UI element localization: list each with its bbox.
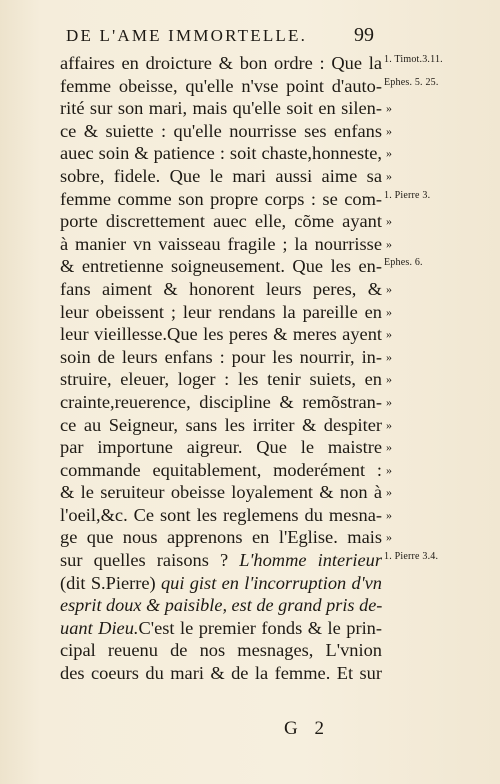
text-segment: femme comme son propre corps : se com- [60,188,382,209]
margin-row [384,594,494,617]
text-line [60,52,382,75]
text-line [60,75,382,98]
body-text [60,52,382,685]
margin-row [384,346,494,369]
margin-row [384,188,494,211]
margin-row [384,617,494,640]
text-line [60,188,382,211]
text-segment: l'oeil,&c. Ce sont les reglemens du mesna- [60,504,382,525]
text-segment: des coeurs du mari & de la femme. Et sur [60,663,382,684]
quotation-mark: » [386,281,392,296]
text-line [60,255,382,278]
quotation-mark: » [386,236,392,251]
text-segment: soin de leurs enfans : pour les nourrir, in- [60,346,382,367]
text-segment: porte discrettement auec elle, cõme ayant [60,211,382,232]
quotation-mark: » [386,327,392,342]
margin-row [384,436,494,459]
margin-row [384,278,494,301]
quotation-mark: » [386,530,392,545]
text-segment: crainte,reuerence, discipline & remõstran- [60,391,382,412]
text-segment: ce au Seigneur, sans les irriter & despiter [60,414,382,435]
text-line [60,323,382,346]
text-segment: ge que nous apprenons en l'Eglise. mais [60,527,382,548]
running-header [66,26,382,50]
page-number: 99 [354,24,374,46]
scripture-reference: 1. Timot.3.11. [384,54,443,65]
text-segment: affaires en droicture & bon ordre : Que la [60,53,382,73]
scripture-reference: 1. Pierre 3.4. [384,551,439,563]
text-segment: par importune aigreur. Que le maistre [60,437,382,458]
scripture-reference: Ephes. 5. 25. [384,76,439,88]
margin-row [384,368,494,391]
quotation-mark: » [386,146,392,161]
quotation-mark: » [386,507,392,522]
text-line [60,346,382,369]
text-segment: & entretienne soigneusement. Que les en- [60,256,382,277]
quotation-mark: » [386,485,392,500]
text-segment: C'est le premier fonds & le prin- [138,617,382,638]
scripture-reference: Ephes. 6. [384,257,423,269]
text-line [60,549,382,572]
margin-row [384,459,494,482]
text-line [60,481,382,504]
quotation-mark: » [386,123,392,138]
text-line [60,662,382,685]
italic-text: uant Dieu. [60,617,139,638]
text-line [60,594,382,617]
margin-row [384,323,494,346]
text-line [60,278,382,301]
margin-row [384,414,494,437]
text-line [60,572,382,595]
text-segment: leur obeissent ; leur rendans la pareille en [60,301,382,322]
text-segment: ce & suiette : qu'elle nourrisse ses enfans [60,120,382,141]
text-segment: fans aiment & honorent leurs peres, & [60,278,382,299]
text-segment: cipal reuenu de nos mesnages, L'vnion [60,640,382,661]
text-segment: à manier vn vaisseau fragile ; la nourrisse [60,233,382,254]
text-segment: commande equitablement, moderément : [60,459,382,480]
signature-mark: G 2 [284,718,330,739]
quotation-mark: » [386,462,392,477]
margin-row [384,97,494,120]
margin-row [384,142,494,165]
text-line [60,526,382,549]
margin-row [384,526,494,549]
margin-row [384,572,494,595]
text-segment: femme obeisse, qu'elle n'vse point d'auto- [60,75,382,96]
quotation-mark: » [386,372,392,387]
quotation-mark: » [386,417,392,432]
text-segment: & le seruiteur obeisse loyalement & non à [60,482,382,503]
text-line [60,97,382,120]
text-line [60,165,382,188]
text-line [60,436,382,459]
running-title: DE L'AME IMMORTELLE. [66,26,308,45]
quotation-mark: » [386,304,392,319]
margin-row [384,120,494,143]
text-segment: struire, eleuer, loger : les tenir suiets, en [60,369,382,390]
text-line [60,368,382,391]
quotation-mark: » [386,168,392,183]
text-segment: sobre, fidele. Que le mari aussi aime sa [60,165,382,186]
margin-row [384,210,494,233]
text-line [60,210,382,233]
text-line [60,459,382,482]
text-line [60,120,382,143]
scripture-reference: 1. Pierre 3. [384,189,431,201]
margin-row [384,639,494,662]
margin-row [384,233,494,256]
margin-notes [384,52,494,685]
margin-row [384,504,494,527]
margin-row [384,255,494,278]
text-line [60,391,382,414]
margin-row [384,52,494,75]
italic-text: esprit doux & paisible, est de grand pris de- [60,595,383,616]
quotation-mark: » [386,349,392,364]
text-line [60,233,382,256]
text-segment: leur vieillesse.Que les peres & meres ayent [60,324,382,345]
italic-text: L'homme interieur [239,550,382,571]
text-segment: rité sur son mari, mais qu'elle soit en silen- [60,98,382,119]
text-line [60,142,382,165]
text-line [60,639,382,662]
quotation-mark: » [386,214,392,229]
text-line [60,301,382,324]
text-line [60,617,382,640]
margin-row [384,481,494,504]
margin-row [384,662,494,685]
margin-row [384,75,494,98]
margin-row [384,549,494,572]
margin-row [384,165,494,188]
quotation-mark: » [386,101,392,116]
quotation-mark: » [386,440,392,455]
text-line [60,504,382,527]
text-line [60,414,382,437]
text-segment: (dit S.Pierre) [60,572,161,593]
margin-row [384,301,494,324]
italic-text: qui gist en l'incorruption d'vn [160,572,382,593]
text-segment: auec soin & patience : soit chaste,honneste, [60,143,382,164]
quotation-mark: » [386,394,392,409]
margin-row [384,391,494,414]
text-segment: sur quelles raisons ? [60,550,240,571]
